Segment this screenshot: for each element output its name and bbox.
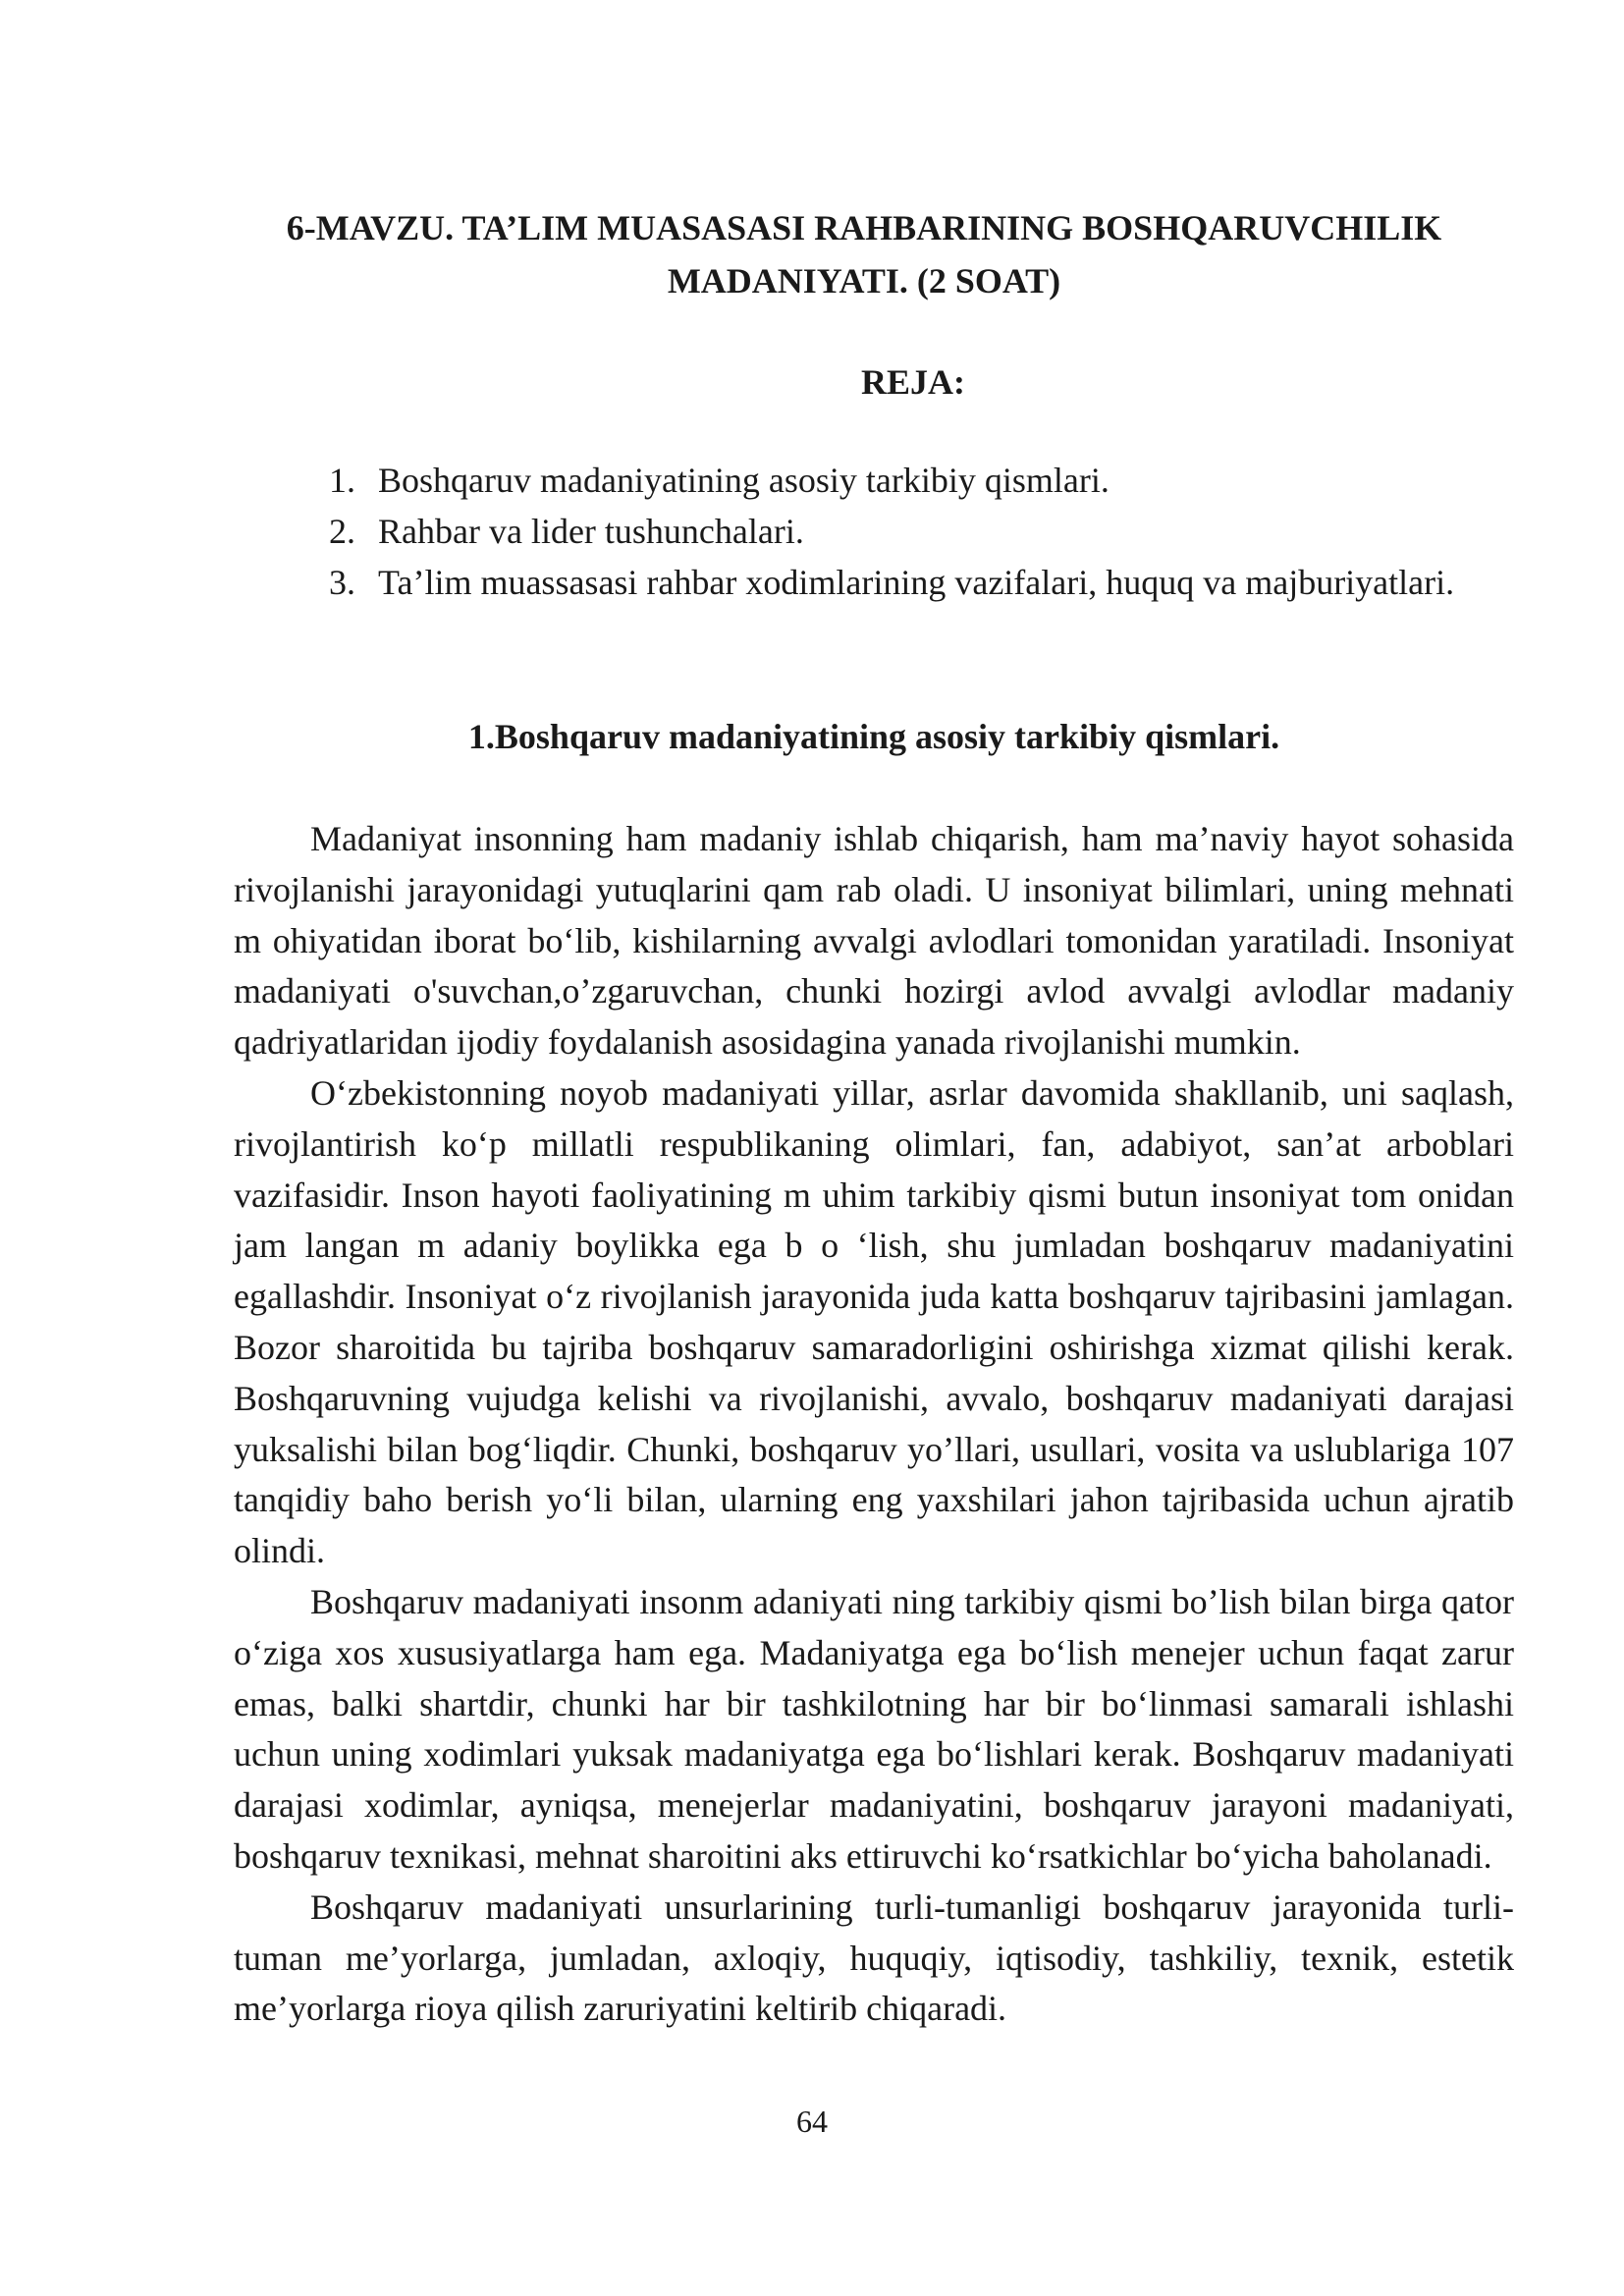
- plan-item-number: 1.: [329, 461, 355, 500]
- plan-item-number: 3.: [329, 563, 355, 602]
- body-text: [234, 814, 1514, 2035]
- paragraph: Boshqaruv madaniyati unsurlarining turli-tumanligi boshqaruv jarayonida turli-tuman me’yorlarga, jumladan, axloqiy, huquqiy, iqtisodiy, tashkiliy, texnik, estetik me’yorlarga rioya qilish zaruriyatini keltirib chiqaradi.: [234, 1886, 1514, 2029]
- paragraph: Boshqaruv madaniyati insonm adaniyati ning tarkibiy qismi bo’lish bilan birga qator o‘ziga xos xususiyatlarga ham ega. Madaniyatga ega bo‘lish menejer uchun faqat zarur emas, balki shartdir, chunki har bir tashkilotning har bir bo‘linmasi samarali ishlashi uchun uning xodimlari yuksak madaniyatga ega bo‘lishlari kerak. Boshqaruv madaniyati darajasi xodimlar, ayniqsa, menejerlar madaniyatini, boshqaruv jarayoni madaniyati, boshqaruv texnikasi, mehnat sharoitini aks ettiruvchi ko‘rsatkichlar bo‘yicha baholanadi.: [234, 1581, 1514, 1876]
- plan-heading: REJA:: [861, 362, 965, 402]
- plan-list: [319, 455, 1514, 608]
- plan-item-number: 2.: [329, 512, 355, 551]
- plan-item: [319, 455, 1514, 506]
- plan-item-text: Boshqaruv madaniyatining asosiy tarkibiy qismlari.: [378, 461, 1110, 500]
- page-number: 64: [796, 2104, 828, 2139]
- plan-item-text: Rahbar va lider tushunchalari.: [378, 512, 804, 551]
- section-heading: 1.Boshqaruv madaniyatining asosiy tarkibiy qismlari.: [467, 717, 1280, 756]
- paragraph: Madaniyat insonning ham madaniy ishlab chiqarish, ham ma’naviy hayot sohasida rivojlanishi jarayonidagi yutuqlarini qam rab oladi. U insoniyat bilimlari, uning mehnati m ohiyatidan iborat bo‘lib, kishilarning avvalgi avlodlari tomonidan yaratiladi. Insoniyat madaniyati o'suvchan,o’zgaruvchan, chunki hozirgi avlod avvalgi avlodlar madaniy qadriyatlaridan ijodiy foydalanish asosidagina yanada rivojlanishi mumkin.: [234, 819, 1514, 1063]
- plan-item: [319, 557, 1514, 608]
- plan-item-text: Ta’lim muassasasi rahbar xodimlarining vazifalari, huquq va majburiyatlari.: [378, 563, 1455, 602]
- page-title: 6-MAVZU. TA’LIM MUASASASI RAHBARINING BOSHQARUVCHILIK MADANIYATI. (2 SOAT): [286, 208, 1442, 301]
- paragraph: O‘zbekistonning noyob madaniyati yillar, asrlar davomida shakllanib, uni saqlash, rivojlantirish ko‘p millatli respublikaning olimlari, fan, adabiyot, san’at arboblari vazifasidir. Inson hayoti faoliyatining m uhim tarkibiy qismi butun insoniyat tom onidan jam langan m adaniy boylikka ega b o ‘lish, shu jumladan boshqaruv madaniyatini egallashdir. Insoniyat o‘z rivojlanish jarayonida juda katta boshqaruv tajribasini jamlagan. Bozor sharoitida bu tajriba boshqaruv samaradorligini oshirishga xizmat qilishi kerak. Boshqaruvning vujudga kelishi va rivojlanishi, avvalo, boshqaruv madaniyati darajasi yuksalishi bilan bog‘liqdir. Chunki, boshqaruv yo’llari, usullari, vosita va uslublariga 107 tanqidiy baho berish yo‘li bilan, ularning eng yaxshilari jahon tajribasida uchun ajratib olindi.: [234, 1072, 1514, 1571]
- plan-item: [319, 506, 1514, 557]
